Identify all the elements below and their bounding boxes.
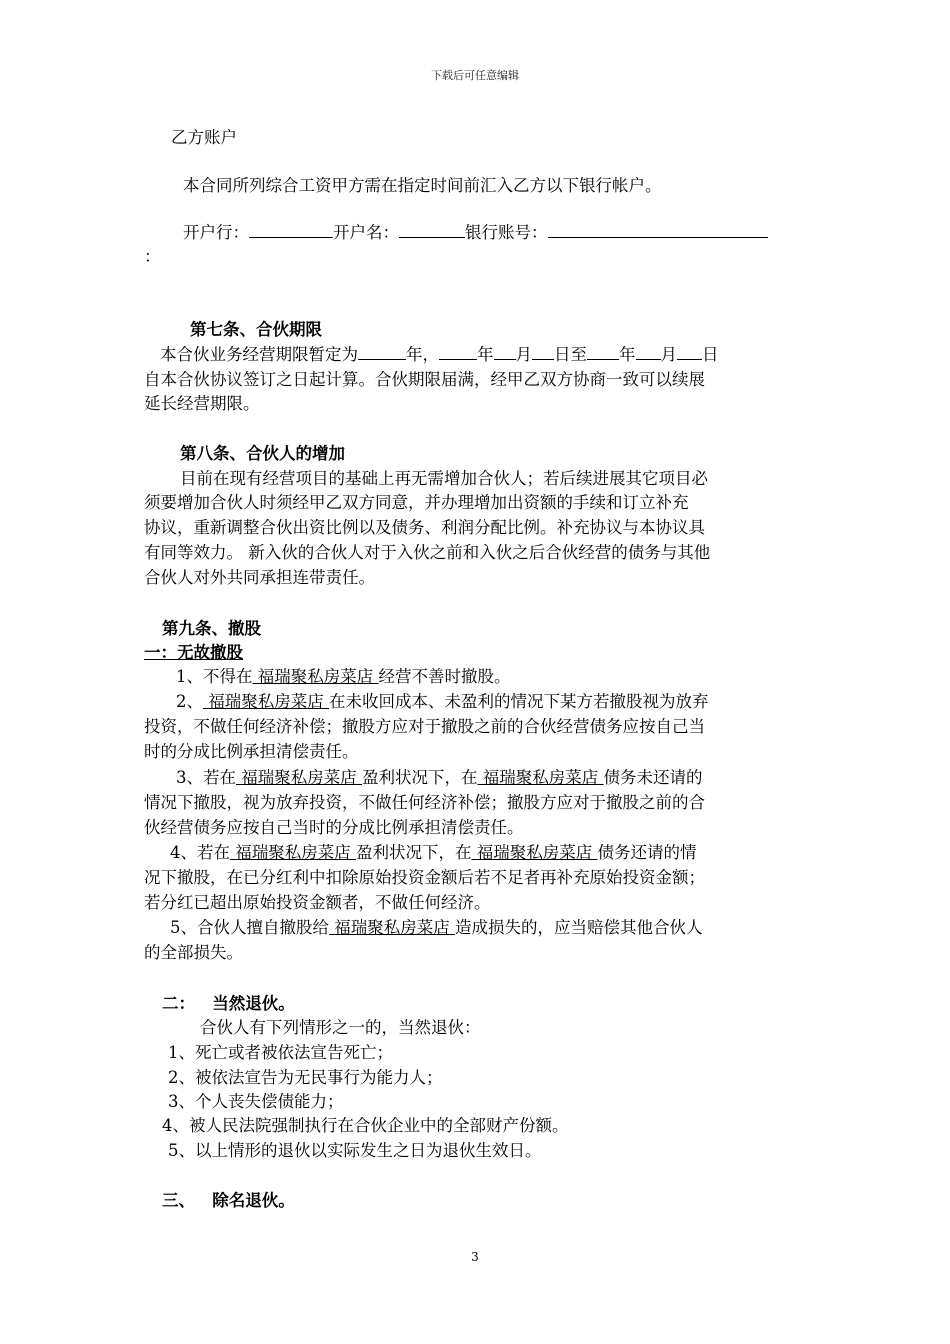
item-4-line-3: 若分红已超出原始投资金额者，不做任何经济。 <box>144 893 491 912</box>
section-2-item: 2、被依法宣告为无民事行为能力人； <box>168 1068 443 1087</box>
section-2-item: 3、个人丧失偿债能力； <box>168 1092 344 1111</box>
account-title: 乙方账户 <box>171 128 237 147</box>
bank-blank <box>249 220 333 238</box>
section-2-item: 4、被人民法院强制执行在合伙企业中的全部财产份额。 <box>162 1116 569 1135</box>
article-8-title: 第八条、合伙人的增加 <box>180 444 345 463</box>
section-3-title: 三、 除名退伙。 <box>162 1191 295 1210</box>
trailing-colon: ： <box>144 247 161 266</box>
article-8-line-5: 合伙人对外共同承担连带责任。 <box>144 568 375 587</box>
section-2-intro: 合伙人有下列情形之一的，当然退伙： <box>200 1018 481 1037</box>
store-name: 福瑞聚私房菜店 <box>334 918 450 937</box>
page-header-note: 下载后可任意编辑 <box>431 69 519 82</box>
article-8-line-4: 有同等效力。 新入伙的合伙人对于入伙之前和入伙之后合伙经营的债务与其他 <box>144 543 711 562</box>
article-8-line-1: 目前在现有经营项目的基础上再无需增加合伙人；若后续进展其它项目必 <box>180 469 708 488</box>
article-7-line-3: 延长经营期限。 <box>144 394 260 413</box>
item-4-line-2: 况下撤股，在已分红利中扣除原始投资金额后若不足者再补充原始投资金额； <box>144 868 705 887</box>
item-3-line-1: 3、若在 福瑞聚私房菜店 盈利状况下，在 福瑞聚私房菜店 债务未还请的 <box>176 768 703 787</box>
bank-info-line <box>183 220 768 245</box>
item-1: 1、不得在 福瑞聚私房菜店 经营不善时撤股。 <box>176 667 511 686</box>
account-name-blank <box>399 220 465 238</box>
store-name: 福瑞聚私房菜店 <box>235 843 351 862</box>
item-2-line-2: 投资，不做任何经济补偿；撤股方应对于撤股之前的合伙经营债务应按自己当 <box>144 717 705 736</box>
store-name: 福瑞聚私房菜店 <box>208 692 324 711</box>
article-7-line-1: 本合伙业务经营期限暂定为 年， 年 月 日至 年 月 日 <box>160 342 719 367</box>
item-2-line-1: 2、 福瑞聚私房菜店 在未收回成本、未盈利的情况下某方若撤股视为放弃 <box>176 692 709 711</box>
bank-label: 开户行： <box>183 223 249 242</box>
article-8-line-3: 协议，重新调整合伙出资比例以及债务、利润分配比例。补充协议与本协议具 <box>144 518 705 537</box>
item-4-line-1: 4、若在 福瑞聚私房菜店 盈利状况下，在 福瑞聚私房菜店 债务还请的情 <box>170 843 697 862</box>
article-9-title: 第九条、撤股 <box>162 619 261 638</box>
item-5-line-2: 的全部损失。 <box>144 943 243 962</box>
store-name: 福瑞聚私房菜店 <box>476 843 593 862</box>
section-2-title: 二： 当然退伙。 <box>162 994 295 1013</box>
account-number-label: 银行账号： <box>465 223 548 242</box>
section-2-item: 1、死亡或者被依法宣告死亡； <box>168 1043 393 1062</box>
account-number-blank <box>548 220 768 238</box>
section-2-item: 5、以上情形的退伙以实际发生之日为退伙生效日。 <box>168 1141 542 1160</box>
page-number: 3 <box>471 1250 479 1264</box>
item-2-line-3: 时的分成比例承担清偿责任。 <box>144 742 359 761</box>
store-name: 福瑞聚私房菜店 <box>241 768 357 787</box>
article-7-line-2: 自本合伙协议签订之日起计算。合伙期限届满，经甲乙双方协商一致可以续展 <box>144 370 705 389</box>
account-name-label: 开户名： <box>333 223 399 242</box>
account-description: 本合同所列综合工资甲方需在指定时间前汇入乙方以下银行帐户。 <box>183 176 662 195</box>
item-3-line-3: 伙经营债务应按自己当时的分成比例承担清偿责任。 <box>144 818 524 837</box>
article-8-line-2: 须要增加合伙人时须经甲乙双方同意，并办理增加出资额的手续和订立补充 <box>144 493 689 512</box>
article-7-title: 第七条、合伙期限 <box>190 320 322 339</box>
item-3-line-2: 情况下撤股，视为放弃投资，不做任何经济补偿；撤股方应对于撤股之前的合 <box>144 793 705 812</box>
store-name: 福瑞聚私房菜店 <box>482 768 599 787</box>
section-1-title: 一：无故撤股 <box>144 643 243 662</box>
item-5-line-1: 5、合伙人擅自撤股给 福瑞聚私房菜店 造成损失的，应当赔偿其他合伙人 <box>170 918 703 937</box>
store-name: 福瑞聚私房菜店 <box>257 667 374 686</box>
